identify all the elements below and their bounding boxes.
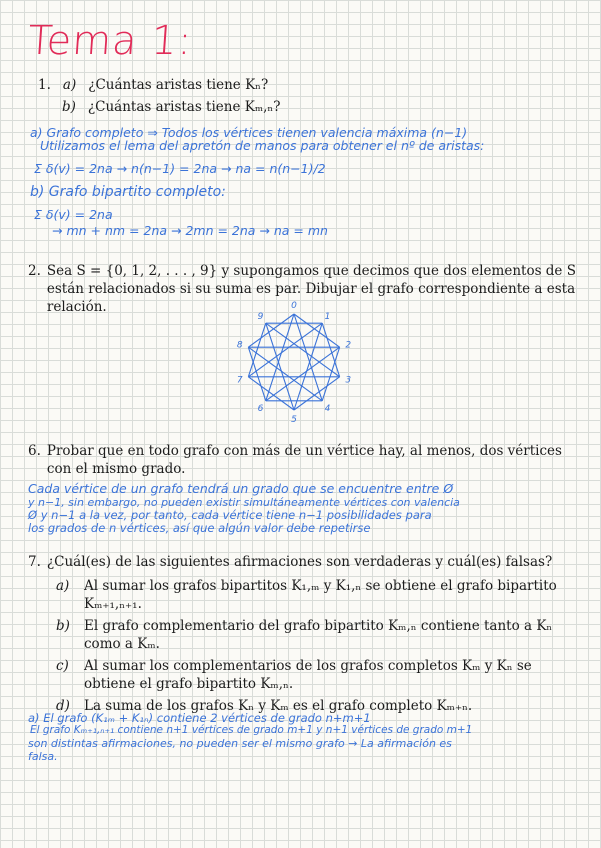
question-6 — [28, 442, 576, 478]
graph-edge-4-8 — [248, 347, 322, 401]
question-6-text: Probar que en todo grafo con más de un vértice hay, al menos, dos vértices con el mismo grado. — [46, 443, 562, 477]
handwritten-formula-1b-line2: → mn + nm = 2na → 2mn = 2na → na = mn — [52, 223, 328, 238]
graph-edge-7-9 — [248, 323, 265, 377]
handwritten-answer-6-line3: Ø y n−1 a la vez, por tanto, cada vértice tiene n−1 posibilidades para — [28, 508, 432, 522]
page-title: Tema 1: — [26, 18, 194, 64]
handwritten-answer-1a-line1: a) Grafo completo ⇒ Todos los vértices tienen valencia máxima (n−1) — [30, 125, 468, 140]
graph-edge-1-3 — [322, 323, 339, 377]
item-text: Al sumar los grafos bipartitos K₁,ₘ y K₁,ₙ se obtiene el grafo bipartito Kₘ₊₁,ₙ₊₁. — [84, 578, 557, 612]
graph-edge-1-7 — [248, 323, 322, 377]
graph-node-label-2: 2 — [345, 340, 352, 351]
handwritten-answer-7-line1: a) El grafo (K₁ₘ + K₁ₙ) contiene 2 vértices de grado n+m+1 — [28, 711, 371, 725]
question-7-item-a — [56, 577, 576, 613]
graph-node-label-1: 1 — [324, 311, 331, 322]
question-7-item-b — [56, 617, 576, 653]
handwritten-answer-1b-line1: b) Grafo bipartito completo: — [30, 184, 226, 200]
graph-edge-3-5 — [294, 377, 340, 410]
graph-edge-0-2 — [294, 311, 340, 347]
question-1a-label: a) — [62, 77, 77, 93]
graph-edge-2-6 — [266, 347, 340, 401]
graph-edge-0-4 — [294, 314, 322, 401]
graph-node-label-6: 6 — [257, 404, 264, 415]
item-label: a) — [56, 578, 70, 594]
question-7 — [28, 553, 576, 719]
graph-edge-5-9 — [266, 323, 294, 410]
handwritten-answer-1a-line2: Utilizamos el lema del apretón de manos para obtener el nº de aristas: — [40, 138, 485, 153]
handwritten-answer-7-line2: El grafo Kₘ₊₁,ₙ₊₁ contiene n+1 vértices de grado m+1 y n+1 vértices de grado m+1 — [30, 724, 473, 736]
graph-node-label-3: 3 — [345, 375, 352, 386]
item-text: El grafo complementario del grafo bipartito Kₘ,ₙ contiene tanto a Kₙ como a Kₘ. — [84, 618, 553, 652]
item-label: c) — [56, 658, 69, 674]
handwritten-answer-6-line2: y n−1, sin embargo, no pueden existir simultáneamente vértices con valencia — [28, 496, 460, 509]
graph-drawing — [234, 298, 364, 426]
handwritten-formula-1b: Σ δ(v) = 2na — [34, 207, 113, 222]
graph-node-label-4: 4 — [324, 404, 331, 415]
question-7-item-c — [56, 657, 576, 693]
question-number: 6. — [28, 443, 41, 459]
question-1a-text: ¿Cuántas aristas tiene Kₙ? — [88, 77, 269, 93]
graph-edge-2-4 — [322, 347, 339, 401]
item-text: La suma de los grafos Kₙ y Kₘ es el grafo completo Kₘ₊ₙ. — [84, 698, 473, 714]
question-number: 2. — [28, 263, 41, 279]
question-1b-text: ¿Cuántas aristas tiene Kₘ,ₙ? — [87, 99, 281, 115]
graph-edge-3-9 — [266, 323, 340, 377]
handwritten-answer-7-line3: son distintas afirmaciones, no pueden ser el mismo grafo → La afirmación es — [28, 737, 452, 750]
item-label: b) — [56, 618, 70, 634]
item-label: d) — [56, 698, 70, 714]
graph-edge-6-8 — [248, 347, 265, 401]
handwritten-answer-6-line1: Cada vértice de un grafo tendrá un grado que se encuentre entre Ø — [28, 481, 454, 496]
question-1 — [38, 76, 281, 116]
graph-node-label-9: 9 — [257, 311, 264, 322]
handwritten-answer-7-line4: falsa. — [28, 750, 58, 763]
question-7-text: ¿Cuál(es) de las siguientes afirmaciones son verdaderas y cuál(es) falsas? — [46, 554, 553, 570]
question-2-text: Sea S = {0, 1, 2, . . . , 9} y supongamos que decimos que dos elementos de S están relacionados si su suma es par. Dibujar el grafo correspondiente a esta relación. — [46, 263, 576, 315]
graph-node-label-0: 0 — [291, 301, 297, 311]
graph-node-label-5: 5 — [291, 415, 297, 425]
question-1b-label: b) — [62, 99, 76, 115]
question-number: 1. — [38, 77, 51, 93]
graph-node-label-8: 8 — [236, 340, 243, 351]
question-number: 7. — [28, 554, 41, 570]
graph-edge-5-7 — [248, 377, 294, 410]
graph-edge-0-6 — [266, 314, 294, 401]
graph-edge-1-5 — [294, 323, 322, 410]
graph-edge-0-8 — [248, 311, 294, 347]
handwritten-answer-6-line4: los grados de n vértices, así que algún valor debe repetirse — [28, 521, 371, 535]
item-text: Al sumar los complementarios de los grafos completos Kₘ y Kₙ se obtiene el grafo bipartito Kₘ,ₙ. — [84, 658, 532, 692]
handwritten-formula-1a: Σ δ(v) = 2na → n(n−1) = 2na → na = n(n−1)/2 — [34, 161, 326, 176]
graph-node-label-7: 7 — [236, 375, 243, 386]
